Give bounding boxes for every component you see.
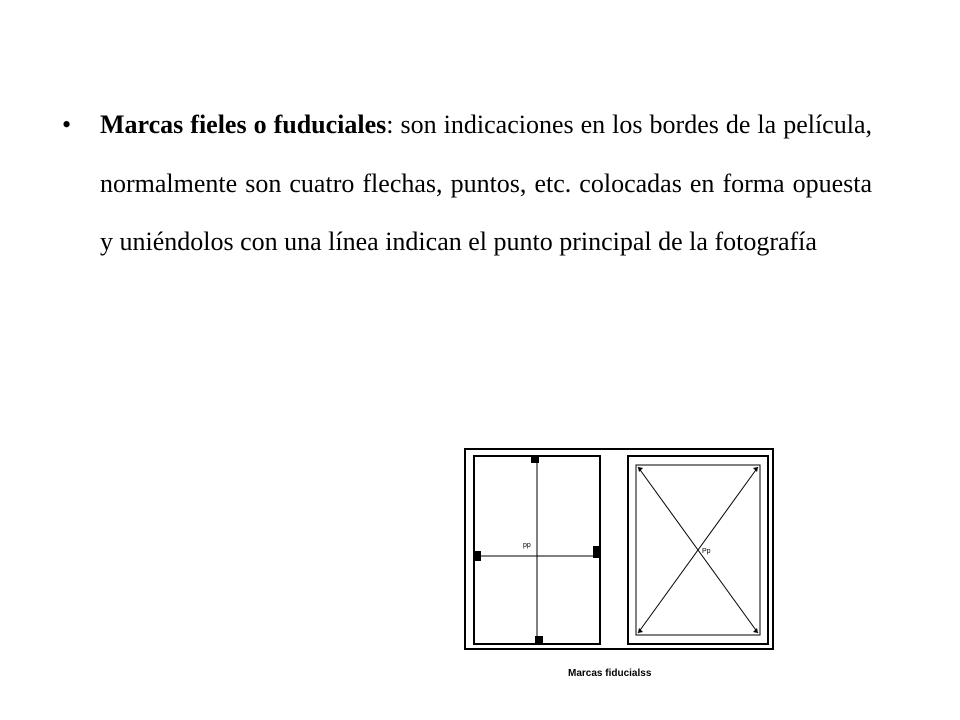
figure-caption: Marcas fiducialss bbox=[568, 668, 652, 679]
outer-frame bbox=[465, 449, 773, 649]
fiducial-mark-left bbox=[475, 551, 481, 561]
bullet-dot: • bbox=[62, 110, 72, 139]
fiducial-marks-figure bbox=[456, 436, 782, 686]
fiducial-mark-bottom bbox=[535, 636, 543, 643]
left-principal-point-label: pp bbox=[523, 542, 531, 549]
fiducial-mark-right bbox=[593, 546, 599, 558]
right-principal-point-label: Pp bbox=[702, 548, 711, 555]
bullet-item bbox=[62, 96, 872, 272]
right-photo-frame bbox=[628, 456, 768, 644]
bullet-body: son indicaciones en los bordes de la película, normalmente son cuatro flechas, puntos, etc. colocadas en forma opuesta y uniéndolos con una línea indican el punto principal de la fotografía bbox=[100, 110, 872, 256]
bullet-paragraph bbox=[100, 96, 872, 272]
bullet-separator: : bbox=[386, 110, 394, 139]
left-photo-frame bbox=[474, 456, 600, 644]
fiducial-diagram bbox=[456, 436, 782, 686]
bullet-term: Marcas fieles o fuduciales bbox=[100, 110, 387, 139]
fiducial-mark-top bbox=[531, 457, 539, 463]
